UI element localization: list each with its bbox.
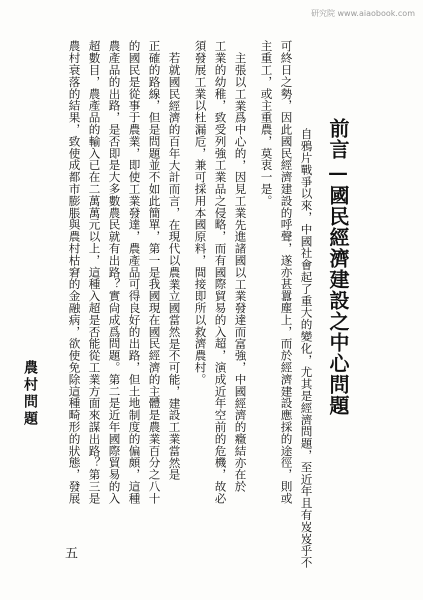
text-column-12: 農村衰落的結果，致使成都市膨脹與農村枯窘的金融病，欲使免除這種畸形的狀態，發展 bbox=[67, 40, 82, 505]
text-column-7: 若就國民經濟的百年大計而言，在現代以農業立國當然是不可能，建設工業當然是 bbox=[167, 52, 182, 481]
text-column-6: 須發展工業以杜漏卮，兼可採用本國原料，間接即所以救濟農村。 bbox=[193, 40, 208, 386]
text-column-9: 的國民是從事于農業，即使工業發達，農產品可得良好的出路，但土地制度的偏頗，這種 bbox=[127, 40, 142, 505]
text-column-1: 自鴉片戰爭以來，中國社會起了重大的變化，尤其是經濟問題，至近年且有岌岌乎不 bbox=[299, 128, 314, 569]
text-column-3: 主重工，或主重農，莫衷一是。 bbox=[259, 40, 274, 207]
watermark: 研究院 www.aiaobook.com bbox=[310, 9, 415, 18]
text-column-4: 主張以工業爲中心的，因見工業先進諸國以工業發達而富強，中國經濟的癥結亦在於 bbox=[233, 52, 248, 493]
text-column-5: 工業的幼稚，致受列強工業品之侵略，而有國際貿易的入超，演成近年空前的危機，故必 bbox=[213, 40, 228, 505]
text-column-2: 可終日之勢，因此國民經濟建設的呼聲，遂亦甚囂塵上，而於經濟建設應採的途徑，則或 bbox=[279, 40, 294, 505]
text-column-10: 農產品的出路，是否即是大多數農民就有出路？實尙成爲問題。第二是近年國際貿易的入 bbox=[107, 40, 122, 505]
text-column-8: 正確的路線，但是問題並不如此簡單，第一是我國現在國民經濟的主體是農業百分之八十 bbox=[147, 40, 162, 505]
text-column-11: 超數目，農產品的輸入已在二萬萬元以上，這種入超是否能從工業方面來謀出路？第三是 bbox=[87, 40, 102, 505]
page-number: 五 bbox=[62, 546, 77, 559]
running-head: 農村問題 bbox=[22, 360, 38, 428]
chapter-title: 前言—國民經濟建設之中心問題 bbox=[326, 118, 350, 416]
